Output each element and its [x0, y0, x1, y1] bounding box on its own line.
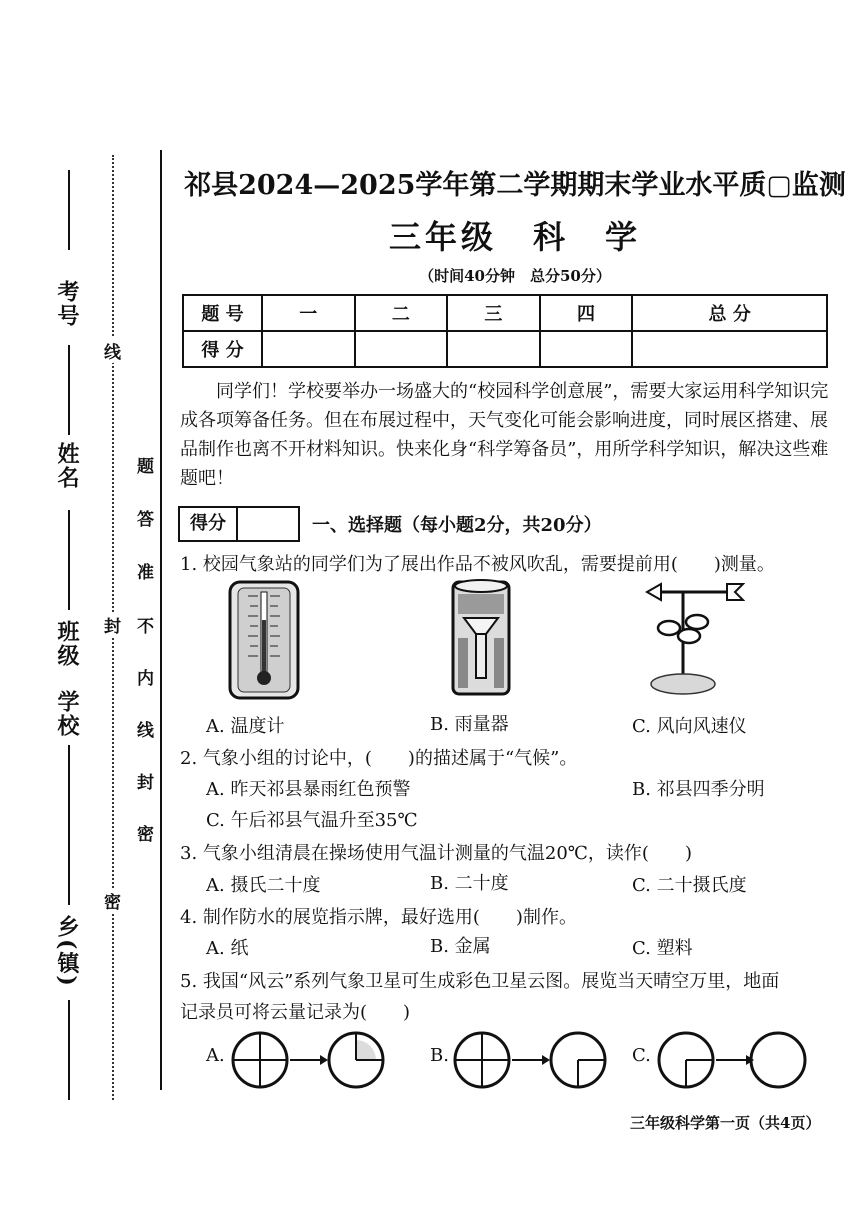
q2-option-a: A. 昨天祁县暴雨红色预警 — [206, 779, 411, 800]
seal-inner-7: 封 — [137, 773, 154, 793]
q4-option-a: A. 纸 — [206, 938, 249, 959]
exam-subject: 三年级 科 学 — [388, 218, 641, 256]
seal-char-feng: 封 — [104, 612, 121, 637]
score-header-3: 三 — [447, 295, 540, 331]
seal-inner-2: 答 — [137, 510, 154, 530]
margin-underline-class — [68, 510, 70, 610]
question-4: 4. 制作防水的展览指示牌，最好选用( )制作。 — [180, 907, 577, 928]
q1-option-c: C. 风向风速仪 — [632, 716, 747, 737]
margin-underline-town — [68, 1000, 70, 1100]
q3-option-c: C. 二十摄氏度 — [632, 875, 747, 896]
margin-field-class: 班级 — [54, 620, 80, 668]
cloud-cover-diagram-b — [450, 1028, 610, 1092]
margin-underline-kaohao — [68, 170, 70, 250]
margin-field-kaohao: 考号 — [54, 280, 80, 328]
question-5-line2: 记录员可将云量记录为( ) — [180, 1002, 411, 1023]
q3-option-a: A. 摄氏二十度 — [206, 875, 321, 896]
seal-inner-1: 题 — [137, 457, 154, 477]
wind-vane-image — [645, 580, 745, 698]
exam-title: 祁县2024—2025学年第二学期期末学业水平质▢监测 — [184, 170, 846, 201]
q5-option-b-label: B. — [430, 1045, 449, 1066]
q4-option-c: C. 塑料 — [632, 938, 693, 959]
q2-option-b: B. 祁县四季分明 — [632, 779, 765, 800]
cloud-cover-diagram-c — [654, 1028, 814, 1092]
rain-gauge-image — [450, 578, 512, 698]
score-cell-4 — [540, 331, 633, 367]
thermometer-image — [228, 580, 300, 700]
score-cell-1 — [262, 331, 355, 367]
score-header-4: 四 — [540, 295, 633, 331]
section-heading: 一、选择题（每小题2分，共20分） — [312, 515, 602, 536]
margin-field-school: 学校 — [54, 690, 80, 738]
section-score-box — [178, 506, 300, 542]
section-score-label: 得分 — [180, 508, 238, 540]
question-3: 3. 气象小组清晨在操场使用气温计测量的气温20℃，读作( ) — [180, 843, 692, 864]
score-cell-2 — [355, 331, 448, 367]
seal-char-mi: 密 — [104, 888, 121, 913]
intro-paragraph: 同学们！学校要举办一场盛大的“校园科学创意展”，需要大家运用科学知识完成各项筹备任务。但在布展过程中，天气变化可能会影响进度，同时展区搭建、展品制作也离不开材料知识。快来化身“科学筹备员”，用所学科学知识，解决这些难题吧！ — [180, 381, 829, 489]
seal-inner-6: 线 — [137, 721, 154, 741]
margin-field-name: 姓名 — [54, 442, 80, 490]
score-row-label: 得 分 — [183, 331, 262, 367]
score-cell-3 — [447, 331, 540, 367]
seal-char-xian: 线 — [104, 338, 121, 363]
q4-option-b: B. 金属 — [430, 936, 491, 957]
score-cell-total — [632, 331, 827, 367]
question-5-line1: 5. 我国“风云”系列气象卫星可生成彩色卫星云图。展览当天晴空万里，地面 — [180, 971, 780, 992]
question-2: 2. 气象小组的讨论中，( )的描述属于“气候”。 — [180, 748, 578, 769]
seal-inner-8: 密 — [137, 825, 154, 845]
exam-time-info: （时间40分钟 总分50分） — [419, 267, 611, 285]
page-footer: 三年级科学第一页（共4页） — [630, 1114, 821, 1132]
q1-option-a: A. 温度计 — [206, 716, 285, 737]
q5-option-c-label: C. — [632, 1045, 651, 1066]
question-1: 1. 校园气象站的同学们为了展出作品不被风吹乱，需要提前用( )测量。 — [180, 554, 775, 575]
margin-underline-name — [68, 345, 70, 435]
q3-option-b: B. 二十度 — [430, 873, 509, 894]
seal-inner-4: 不 — [137, 617, 154, 637]
q1-option-b: B. 雨量器 — [430, 714, 509, 735]
score-header-total: 总 分 — [632, 295, 827, 331]
score-header-label: 题 号 — [183, 295, 262, 331]
q5-option-a-label: A. — [206, 1045, 225, 1066]
margin-underline-school — [68, 745, 70, 905]
cloud-cover-diagram-a — [228, 1028, 388, 1092]
margin-solid-line — [160, 150, 162, 1090]
margin-field-town: 乡(镇) — [54, 915, 80, 988]
seal-inner-3: 准 — [137, 563, 154, 583]
score-header-2: 二 — [355, 295, 448, 331]
q2-option-c: C. 午后祁县气温升至35℃ — [206, 810, 418, 831]
score-table — [182, 294, 828, 368]
seal-inner-5: 内 — [137, 669, 154, 689]
score-header-1: 一 — [262, 295, 355, 331]
